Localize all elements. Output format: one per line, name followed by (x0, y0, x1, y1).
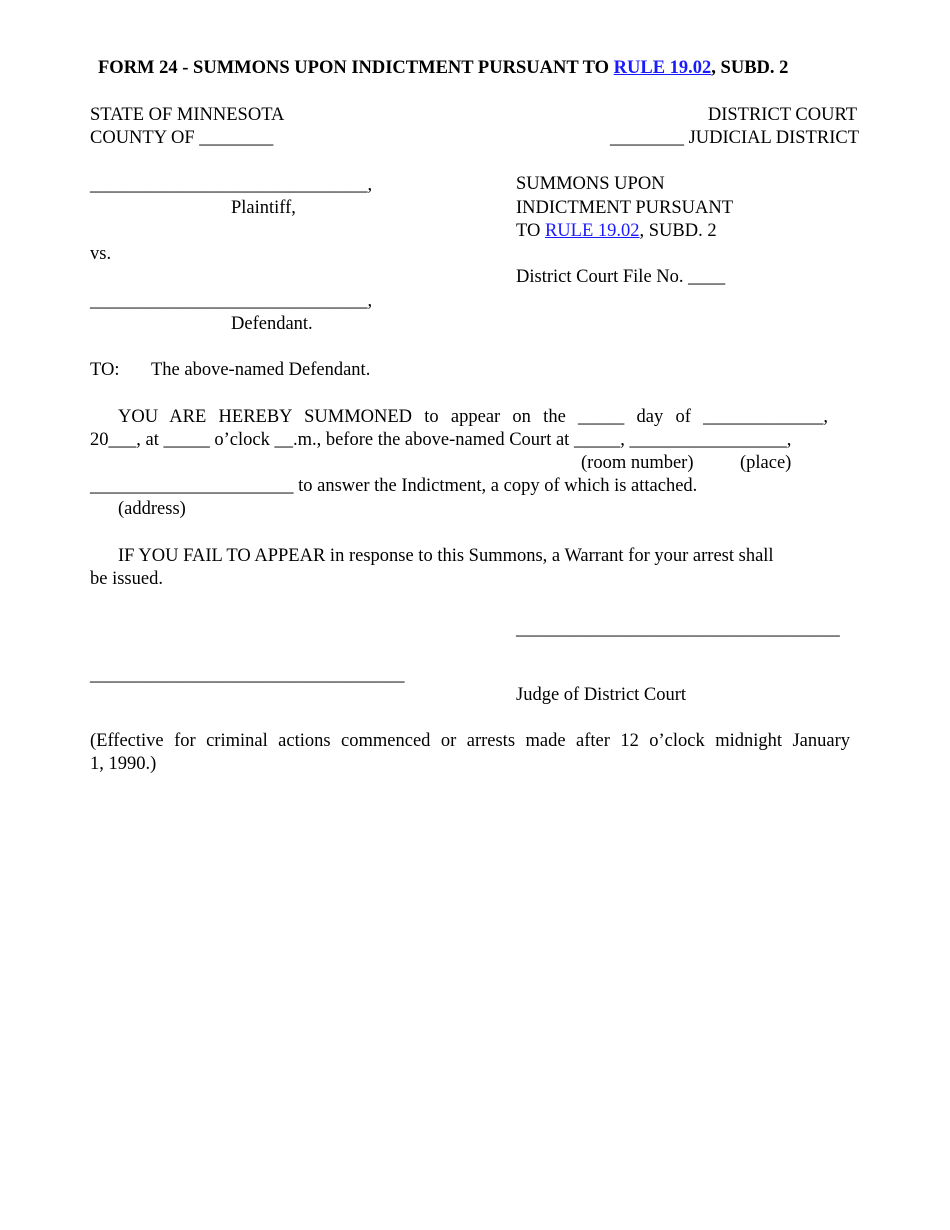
effective-line1: (Effective for criminal actions commenced or arrests made after 12 o’clock midnight January (90, 731, 850, 751)
judge-label: Judge of District Court (516, 685, 687, 705)
room-number-label: (room number) (581, 453, 694, 473)
plaintiff-line: ______________________________, (90, 175, 373, 195)
doc-title-line3-prefix: TO (516, 221, 545, 241)
doc-title-line1: SUMMONS UPON (516, 174, 665, 194)
address-label: (address) (118, 499, 186, 519)
summons-line3: ______________________ to answer the Indictment, a copy of which is attached. (90, 476, 698, 496)
vs-label: vs. (90, 244, 112, 264)
doc-title-line3-suffix: , SUBD. 2 (639, 221, 717, 241)
date-signature-line: __________________________________ (90, 665, 405, 685)
plaintiff-label: Plaintiff, (231, 198, 296, 218)
district-label: ________ JUDICIAL DISTRICT (609, 128, 859, 148)
court-label: DISTRICT COURT (707, 105, 857, 125)
form-title-prefix: FORM 24 - SUMMONS UPON INDICTMENT PURSUANT TO (98, 58, 614, 78)
doc-title-line2: INDICTMENT PURSUANT (516, 198, 734, 218)
to-label: TO: (90, 360, 120, 380)
defendant-label: Defendant. (231, 314, 313, 334)
rule-19-02-title-link[interactable]: RULE 19.02 (613, 58, 712, 78)
effective-line2: 1, 1990.) (90, 754, 157, 774)
state-label: STATE OF MINNESOTA (90, 105, 285, 125)
place-label: (place) (740, 453, 792, 473)
form-title (98, 57, 788, 80)
defendant-line: ______________________________, (90, 291, 373, 311)
summons-line1: YOU ARE HEREBY SUMMONED to appear on the _____ day of _____________, (118, 407, 828, 427)
form-title-suffix: , SUBD. 2 (711, 58, 789, 78)
file-number: District Court File No. ____ (516, 267, 726, 287)
judge-signature-line: ___________________________________ (516, 619, 840, 639)
rule-19-02-caption-link[interactable]: RULE 19.02 (544, 221, 640, 241)
summons-line2: 20___, at _____ o’clock __.m., before the above-named Court at _____, _________________, (90, 430, 792, 450)
warning-line2: be issued. (90, 569, 163, 589)
to-text: The above-named Defendant. (151, 360, 371, 380)
doc-title-line3 (516, 220, 717, 243)
warning-line1: IF YOU FAIL TO APPEAR in response to this Summons, a Warrant for your arrest shall (118, 546, 774, 566)
county-label: COUNTY OF ________ (90, 128, 274, 148)
